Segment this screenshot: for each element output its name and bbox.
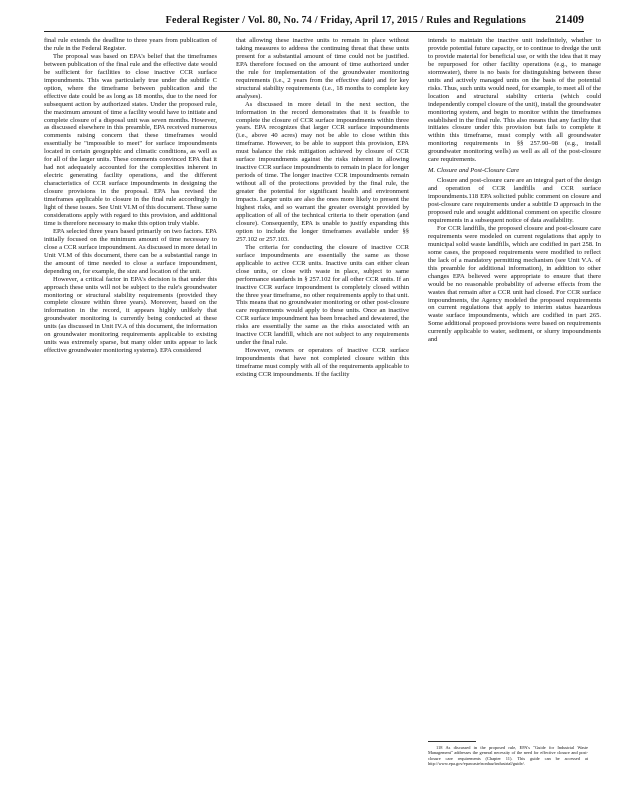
text-column-2 [236, 37, 409, 379]
header-rule [44, 31, 584, 32]
paragraph: The proposal was based on EPA's belief that the timeframes between publication of the final rule and the effective date would be sufficient for facilities to close inactive CCR surface impoundments. This was particularly true under the subtitle C option, where the timeframe between publication and the effective date could be as long as 18 months, due to the need for subsequent action by authorized states. Under the proposed rule, the maximum amount of time a facility would have to initiate and complete closure of a disposal unit was seven months. However, as discussed elsewhere in this preamble, EPA received numerous comments raising concern that these timeframes would essentially be "impossible to meet" for surface impoundments located in certain geographic and climatic conditions, as well as for all of the larger units. These comments convinced EPA that it had not adequately accounted for the complexities inherent in electric generating facility operations, and the different characteristics of CCR surface impoundments in designing the closure provisions in the proposal. EPA has revised the timeframes applicable to closure in the final rule accordingly in light of these issues. See Unit VI.M of this document. These same considerations apply with regard to this provision, and additional time is therefore necessary to make this option truly viable. [44, 52, 217, 227]
footnote-text: 118 As discussed in the proposed rule, EPA's "Guide for Industrial Waste Management" addresses the general necessity of the need for effective closure and post-closure care requirements (Chapter 11). This guide can be accessed at http://www.epa.gov/epawaste/nonhaz/industrial/guide/. [428, 745, 588, 767]
paragraph: The criteria for conducting the closure of inactive CCR surface impoundments are essentially the same as those applicable to active CCR units. Inactive units can either clean close units, or close with waste in place, subject to same performance standards in § 257.102 for all other CCR units. If an inactive CCR surface impoundment is completely closed within the three year timeframe, no other requirements apply to that unit. This means that no groundwater monitoring or other post-closure care requirements would apply to these units. Once an inactive CCR surface impoundment has been breached and dewatered, the risks are essentially the same as the risks associated with an inactive CCR landfill, which are not subject to any requirements under the final rule. [236, 243, 409, 347]
paragraph: For CCR landfills, the proposed closure and post-closure care requirements were modeled on current regulations that apply to municipal solid waste landfills, which are codified in part 258. In some cases, the proposed requirements were modified to reflect the lack of a mandatory permitting mechanism (see Unit V.A. of this preamble for additional information), in addition to other changes EPA believed were appropriate to ensure that there would be no reasonable probability of adverse effects from the wastes that remain after a CCR unit had closed. For CCR surface impoundments, the Agency modeled the proposed requirements on current regulations that apply to interim status hazardous waste surface impoundments, which are codified in part 265. Some additional proposed provisions were based on requirements currently applicable to water, sediment, or slurry impoundments and [428, 224, 601, 344]
section-heading: M. Closure and Post-Closure Care [428, 167, 520, 175]
paragraph: EPA selected three years based primarily on two factors. EPA initially focused on the minimum amount of time necessary to close a CCR surface impoundment. As discussed in more detail in Unit VI.M of this document, there can be a substantial range in the amount of time needed to close a surface impoundment, depending on, for example, the size and location of the unit. [44, 227, 217, 275]
footnote [428, 745, 588, 767]
page-number: 21409 [555, 14, 584, 26]
page-header [44, 14, 584, 30]
text-column-1 [44, 37, 217, 355]
column-3-body [428, 37, 601, 673]
text-column-3 [428, 37, 601, 673]
paragraph: As discussed in more detail in the next section, the information in the record demonstrates that it is feasible to complete the closure of CCR surface impoundments within three years. EPA recognizes that larger CCR surface impoundments (i.e., above 40 acres) may not be able to close within this timeframe. However, to be able to support this provision, EPA must balance the risk mitigation achieved by closure of CCR surface impoundments against the risks inherent in allowing inactive CCR surface impoundments to remain in place for longer periods of time. The longer inactive CCR impoundments remain without all of the protections provided by the final rule, the greater the potential for significant health and environment impacts. Larger units are also the ones more likely to present the highest risks, and so warrant the greater oversight provided by application of all of the technical criteria to their operation (and closure). Consequently, EPA is unable to justify expanding this option to include the longer timeframes available under §§ 257.102 or 257.103. [236, 100, 409, 243]
running-head: Federal Register / Vol. 80, No. 74 / Friday, April 17, 2015 / Rules and Regulations [165, 15, 526, 26]
paragraph: However, owners or operators of inactive CCR surface impoundments that have not completed closure within this timeframe must comply with all of the requirements applicable to existing CCR impoundments. If the facility [236, 347, 409, 379]
paragraph: However, a critical factor in EPA's decision is that under this approach these units will not be subject to the rule's groundwater monitoring or structural stability requirements (provided they complete closure within three years). Moreover, based on the information in the record, it appears highly unlikely that groundwater monitoring is currently being conducted at these units (as discussed in Unit IV.A of this document, the information on groundwater monitoring requirements applicable to existing units was extremely sparse, but many older units appear to lack effective groundwater monitoring systems). EPA considered [44, 275, 217, 355]
paragraph: final rule extends the deadline to three years from publication of the rule in the Federal Register. [44, 37, 217, 52]
paragraph: that allowing these inactive units to remain in place without taking measures to address the continuing threat that these units present for a substantial amount of time could not be justified. EPA therefore focused on the amount of time authorized under the rule for implementation of the groundwater monitoring requirements (i.e., 2 years from the effective date) and for key structural stability requirements (i.e., 18 months to complete key analyses). [236, 37, 409, 100]
footnote-rule [428, 741, 476, 742]
paragraph: intends to maintain the inactive unit indefinitely, whether to provide potential future capacity, or to continue to dredge the unit to provide material for beneficial use, or with the idea that it may be repurposed for other facility operations (e.g., to manage stormwater), there is no basis for distinguishing between these units and actively managed units on the basis of the potential risks. Thus, such units would need, for example, to meet all of the location and structural stability criteria (which could independently compel closure of the unit), install the groundwater monitoring system, and begin to monitor within the timeframes established in the final rule. This also means that any facility that initiates closure under this provision but fails to complete it within this timeframe, must comply with all groundwater monitoring requirements in §§ 257.90–98 (e.g., install groundwater monitoring wells) as well as all of the post-closure care requirements. [428, 37, 601, 164]
paragraph: Closure and post-closure care are an integral part of the design and operation of CCR landfills and CCR surface impoundments.118 EPA solicited public comment on closure and post-closure care requirements under a subtitle D approach in the proposed rule and sought additional comment on specific closure requirements in a subsequent notice of data availability. [428, 177, 601, 224]
